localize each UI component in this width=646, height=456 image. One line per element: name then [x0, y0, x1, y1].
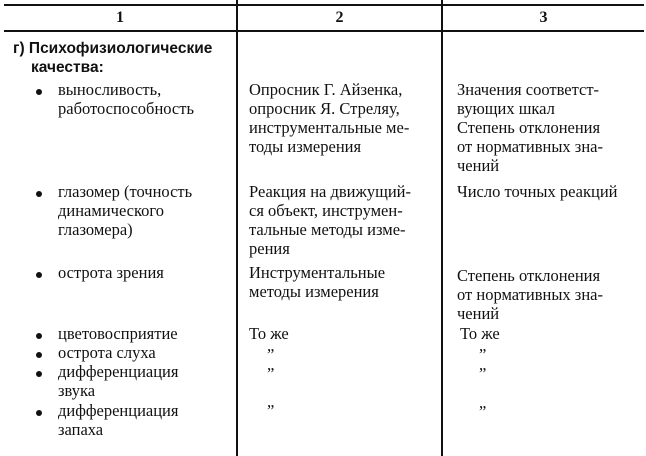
list-bullet — [36, 191, 42, 197]
column-divider-1 — [236, 0, 238, 456]
evaluation-indicator — [457, 266, 603, 323]
text-line: острота слуха — [58, 343, 156, 362]
list-bullet — [36, 410, 42, 416]
quality-name — [58, 362, 178, 400]
list-bullet — [36, 272, 42, 278]
column-divider-2 — [441, 0, 443, 456]
text-line: ” — [479, 364, 487, 383]
text-line: Опросник Г. Айзенка, — [249, 80, 403, 99]
quality-name — [58, 324, 178, 343]
header-bottom-border — [4, 30, 644, 32]
ditto-mark — [479, 345, 486, 364]
text-line: рения — [249, 239, 290, 258]
list-bullet — [36, 333, 42, 339]
text-line: глазомер (точность — [58, 182, 193, 201]
text-line: тоды измерения — [249, 137, 362, 156]
quality-name — [58, 401, 178, 439]
text-line: выносливость, — [58, 80, 162, 99]
evaluation-indicator — [460, 324, 500, 343]
text-line: цветовосприятие — [58, 324, 178, 343]
text-line: ” — [479, 345, 487, 364]
text-line: Значения соответст- — [457, 80, 600, 99]
text-line: ся объект, инструмен- — [249, 201, 403, 220]
quality-name — [58, 182, 192, 239]
column-header-3: 3 — [539, 9, 548, 26]
text-line: Число точных реакций — [457, 182, 618, 201]
text-line: чений — [457, 156, 500, 175]
list-bullet — [36, 371, 42, 377]
text-line: запаха — [58, 420, 104, 439]
text-line: работоспособность — [58, 99, 194, 118]
list-bullet — [36, 352, 42, 358]
text-line: То же — [249, 324, 289, 343]
text-line: инструментальные ме- — [249, 118, 410, 137]
text-line: ” — [479, 402, 487, 421]
ditto-mark — [267, 345, 274, 364]
evaluation-indicator — [457, 80, 603, 175]
text-line: тальные методы изме- — [249, 220, 406, 239]
text-line: ” — [267, 345, 275, 364]
text-line: дифференциация — [58, 362, 179, 381]
measurement-method — [249, 80, 409, 156]
ditto-mark — [479, 364, 486, 383]
ditto-mark — [267, 401, 274, 420]
text-line: дифференциация — [58, 401, 179, 420]
ditto-mark — [479, 402, 486, 421]
measurement-method — [249, 324, 289, 343]
text-line: Инструментальные — [249, 263, 386, 282]
quality-name — [58, 80, 194, 118]
text-line: методы измерения — [249, 282, 379, 301]
column-header-1: 1 — [116, 9, 124, 26]
text-line: от нормативных зна- — [457, 137, 603, 156]
section-title-line: г) Психофизиологические — [13, 40, 213, 57]
text-line: острота зрения — [58, 263, 164, 282]
section-title — [13, 39, 212, 77]
text-line: ” — [267, 401, 275, 420]
column-header-2: 2 — [335, 9, 344, 26]
text-line: звука — [58, 381, 96, 400]
text-line: Степень отклонения — [457, 266, 601, 285]
table-top-border — [4, 4, 644, 6]
text-line: глазомера) — [58, 220, 133, 239]
measurement-method — [249, 263, 385, 301]
text-line: ” — [267, 364, 275, 383]
quality-name — [58, 263, 164, 282]
text-line: Степень отклонения — [457, 118, 601, 137]
text-line: Реакция на движущий- — [249, 182, 412, 201]
ditto-mark — [267, 364, 274, 383]
list-bullet — [36, 89, 42, 95]
measurement-method — [249, 182, 411, 258]
quality-name — [58, 343, 156, 362]
section-title-line: качества: — [31, 59, 104, 76]
evaluation-indicator — [457, 182, 618, 201]
text-line: То же — [460, 324, 500, 343]
text-line: от нормативных зна- — [457, 285, 603, 304]
text-line: динамического — [58, 201, 165, 220]
text-line: опросник Я. Стреляу, — [249, 99, 400, 118]
text-line: вующих шкал — [457, 99, 555, 118]
text-line: чений — [457, 304, 500, 323]
